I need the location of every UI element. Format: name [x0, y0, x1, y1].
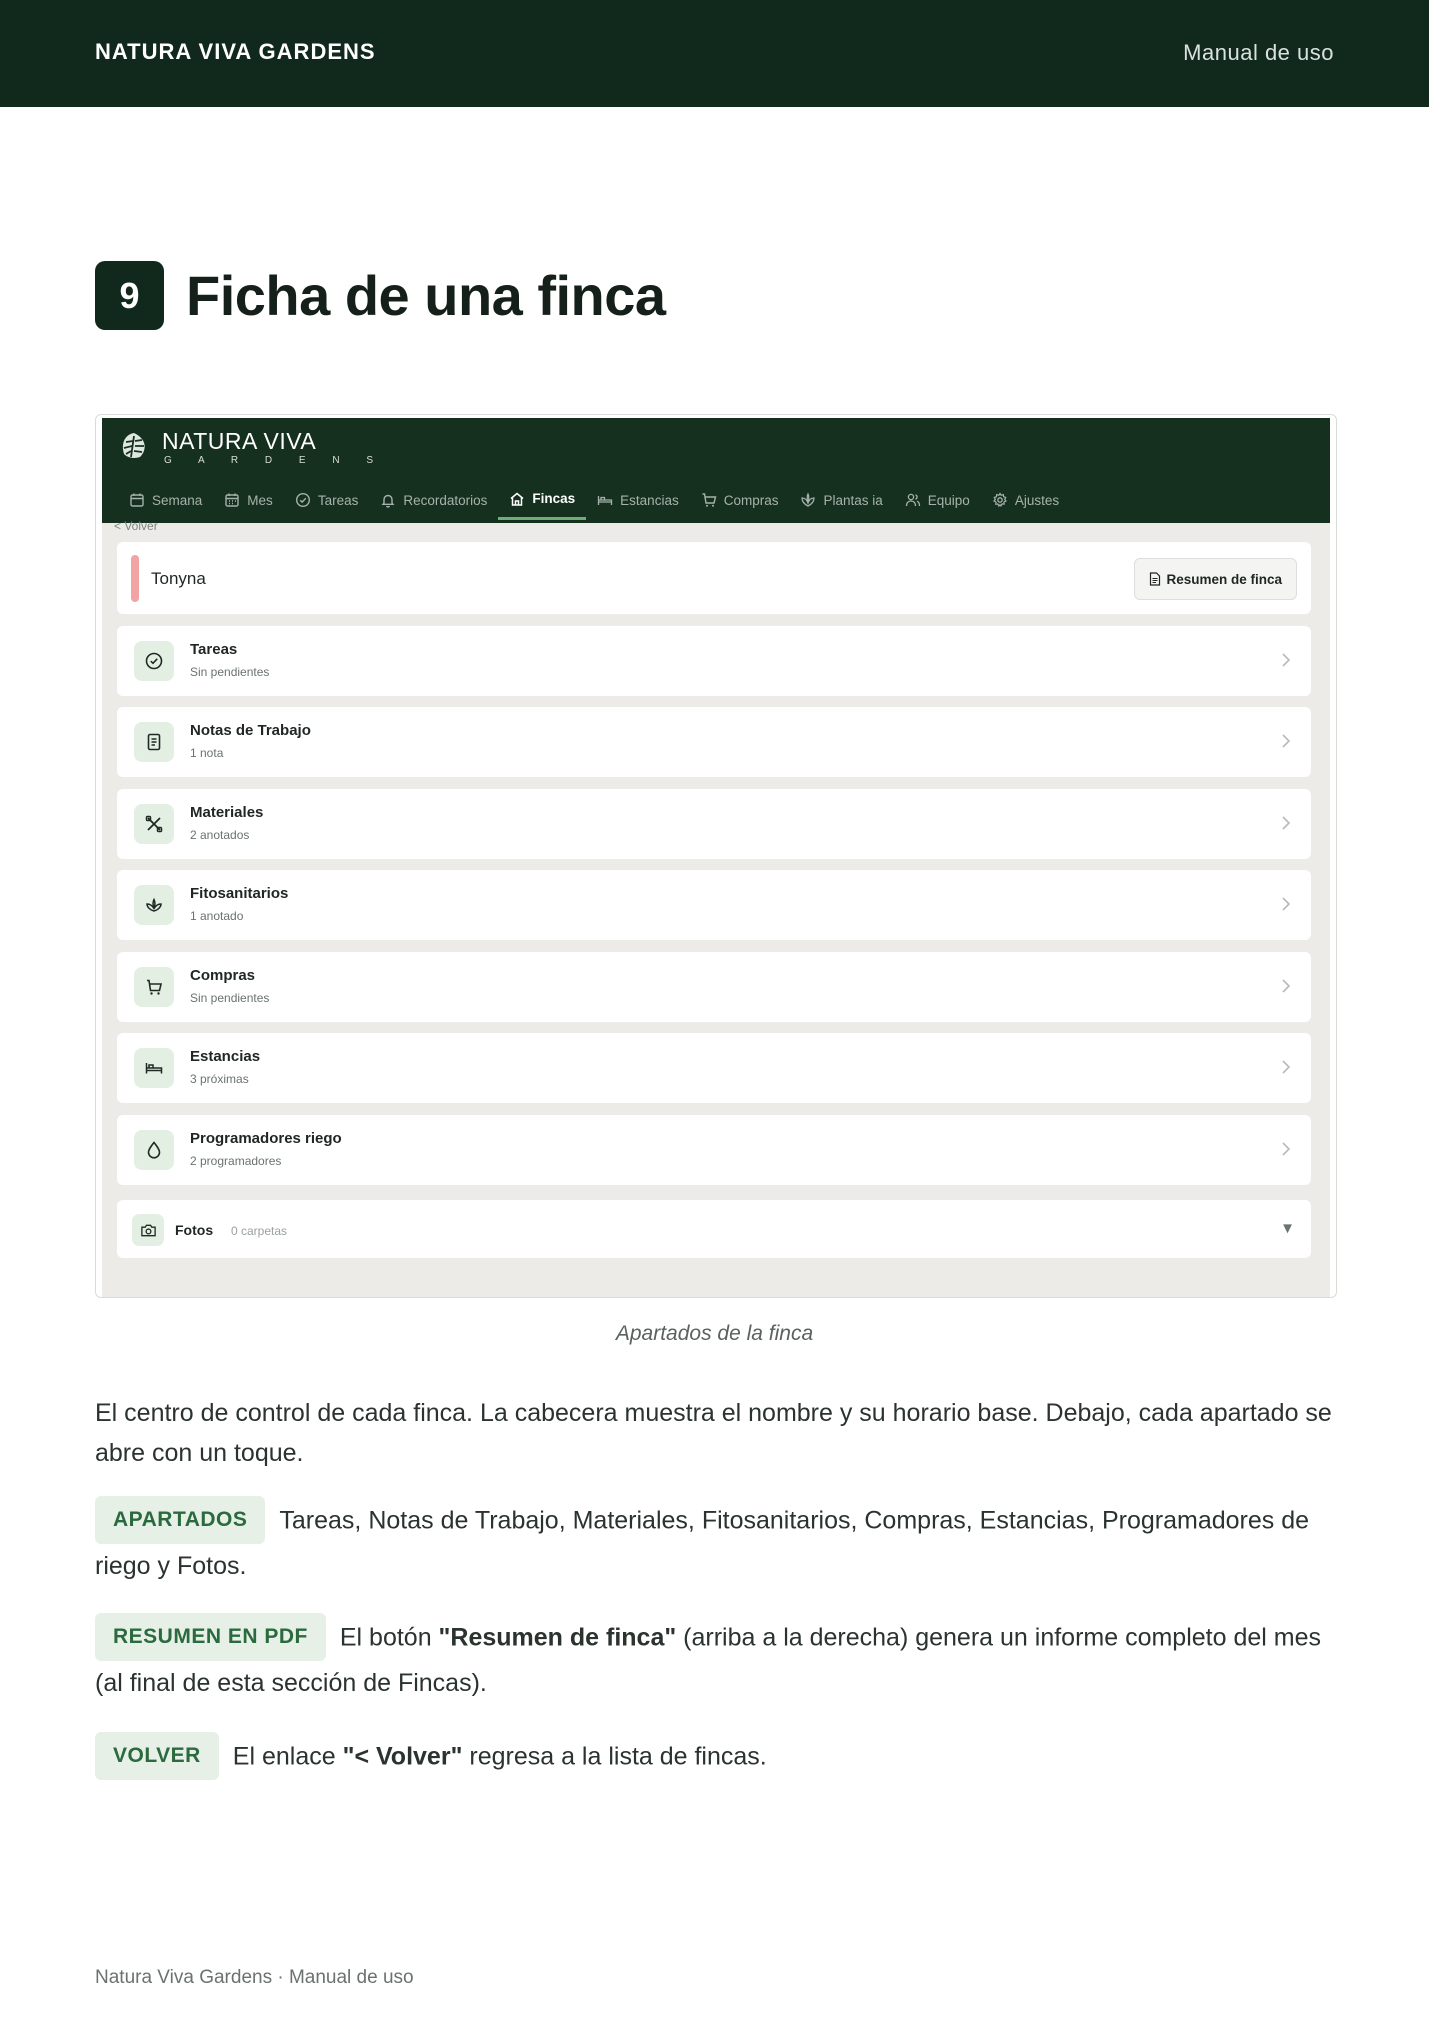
info-item-apartados: [95, 1498, 1335, 1586]
cart-icon: [701, 492, 717, 508]
fotos-section[interactable]: [117, 1200, 1311, 1258]
nav-equipo[interactable]: [894, 480, 981, 520]
row-subtitle: 2 programadores: [190, 1154, 282, 1168]
bed-icon: [144, 1058, 164, 1078]
info-tag: APARTADOS: [95, 1496, 265, 1544]
info-tag: RESUMEN EN PDF: [95, 1613, 326, 1661]
info-text: El botón: [339, 1623, 439, 1652]
farm-name: Tonyna: [151, 569, 206, 588]
nav-plantas-ia[interactable]: [789, 480, 893, 520]
row-title: Fitosanitarios: [190, 885, 289, 902]
app-header: [102, 418, 1330, 523]
row-title: Tareas: [190, 641, 238, 658]
info-text: regresa a la lista de fincas.: [462, 1742, 767, 1771]
info-item-volver: [95, 1734, 1335, 1782]
gear-icon: [992, 492, 1008, 508]
info-text-bold: "Resumen de finca": [438, 1623, 677, 1652]
section-heading: [95, 261, 666, 330]
expand-toggle-icon[interactable]: ▼: [1280, 1220, 1295, 1237]
row-icon-box: [134, 885, 174, 925]
row-icon-box: [134, 641, 174, 681]
nav-label: Plantas ia: [823, 492, 883, 508]
back-link[interactable]: < Volver: [114, 519, 158, 533]
fotos-title: Fotos: [175, 1222, 214, 1238]
summary-button[interactable]: [1134, 558, 1297, 600]
section-row-tareas[interactable]: [117, 626, 1311, 696]
notes-icon: [144, 732, 164, 752]
intro-paragraph: El centro de control de cada finca. La cabecera muestra el nombre y su horario base. Debajo, cada apartado se abre con un toque.: [95, 1399, 1332, 1467]
droplet-icon: [144, 1140, 164, 1160]
chevron-right-icon: [1281, 732, 1291, 750]
nav-estancias[interactable]: [586, 480, 690, 520]
brand-name: NATURA VIVA GARDENS: [95, 39, 376, 64]
info-tag: VOLVER: [95, 1732, 219, 1780]
row-title: Compras: [190, 967, 256, 984]
row-title: Materiales: [190, 804, 264, 821]
row-title: Notas de Trabajo: [190, 722, 311, 739]
fotos-count: 0 carpetas: [231, 1224, 288, 1238]
info-text: (arriba a la derecha) genera un informe completo del mes (al final de esta sección de Fincas).: [95, 1623, 1321, 1697]
app-body: [102, 519, 1330, 1297]
page-title: Ficha de una finca: [186, 264, 666, 327]
app-nav: [118, 480, 1070, 523]
page-footer: Natura Viva Gardens · Manual de uso: [95, 1967, 414, 1988]
nav-label: Fincas: [532, 491, 576, 506]
nav-label: Estancias: [620, 492, 679, 508]
nav-ajustes[interactable]: [981, 480, 1070, 520]
nav-mes[interactable]: [213, 480, 284, 520]
farm-color-bar: [131, 555, 139, 602]
row-title: Programadores riego: [190, 1130, 342, 1147]
section-row-estancias[interactable]: [117, 1033, 1311, 1103]
nav-label: Semana: [152, 492, 203, 508]
nav-label: Compras: [723, 492, 779, 508]
row-subtitle: Sin pendientes: [190, 991, 270, 1005]
manual-label: Manual de uso: [1183, 40, 1334, 65]
info-text-bold: "< Volver": [342, 1742, 463, 1771]
row-subtitle: 3 próximas: [190, 1072, 249, 1086]
leaf-icon: [800, 492, 816, 508]
tools-icon: [144, 814, 164, 834]
section-row-programadores[interactable]: [117, 1115, 1311, 1185]
home-icon: [509, 491, 525, 507]
section-row-fitosanitarios[interactable]: [117, 870, 1311, 940]
row-subtitle: Sin pendientes: [190, 665, 270, 679]
farm-header-card: [117, 542, 1311, 614]
cart-icon: [144, 977, 164, 997]
summary-button-label: Resumen de finca: [1166, 571, 1282, 587]
nav-label: Ajustes: [1014, 492, 1060, 508]
nav-label: Equipo: [927, 492, 970, 508]
row-icon-box: [134, 1130, 174, 1170]
row-subtitle: 1 anotado: [190, 909, 244, 923]
nav-label: Recordatorios: [403, 492, 488, 508]
section-row-materiales[interactable]: [117, 789, 1311, 859]
figure-caption: Apartados de la finca: [615, 1322, 814, 1345]
fotos-icon-box: [132, 1214, 164, 1246]
top-bar: [0, 0, 1429, 107]
nav-semana[interactable]: [118, 480, 213, 520]
row-subtitle: 1 nota: [190, 746, 224, 760]
chevron-right-icon: [1281, 1140, 1291, 1158]
leaf-icon: [144, 895, 164, 915]
calendar-grid-icon: [224, 492, 240, 508]
nav-label: Tareas: [317, 492, 359, 508]
nav-compras[interactable]: [690, 480, 790, 520]
info-text: El enlace: [232, 1742, 343, 1771]
chevron-right-icon: [1281, 977, 1291, 995]
document-icon: [1149, 572, 1161, 586]
chevron-right-icon: [1281, 651, 1291, 669]
check-circle-icon: [295, 492, 311, 508]
users-icon: [905, 492, 921, 508]
section-row-compras[interactable]: [117, 952, 1311, 1022]
leaf-logo-icon: [118, 430, 150, 462]
bell-icon: [380, 492, 396, 508]
row-icon-box: [134, 1048, 174, 1088]
nav-tareas[interactable]: [284, 480, 370, 520]
info-item-resumen: [95, 1615, 1335, 1703]
app-logo-name: NATURA VIVA: [162, 428, 317, 454]
row-icon-box: [134, 804, 174, 844]
section-row-notas[interactable]: [117, 707, 1311, 777]
bed-icon: [597, 492, 613, 508]
nav-recordatorios[interactable]: [369, 480, 498, 520]
check-circle-icon: [144, 651, 164, 671]
row-icon-box: [134, 722, 174, 762]
chevron-right-icon: [1281, 814, 1291, 832]
calendar-icon: [129, 492, 145, 508]
app-screenshot: [95, 414, 1337, 1298]
section-number-badge: 9: [95, 261, 164, 330]
camera-icon: [140, 1222, 157, 1239]
row-title: Estancias: [190, 1048, 261, 1065]
app-logo-subtitle: G A R D E N S: [164, 455, 386, 466]
chevron-right-icon: [1281, 1058, 1291, 1076]
chevron-right-icon: [1281, 895, 1291, 913]
nav-fincas[interactable]: [498, 480, 586, 520]
row-subtitle: 2 anotados: [190, 828, 250, 842]
info-text: Tareas, Notas de Trabajo, Materiales, Fitosanitarios, Compras, Estancias, Programadores de riego y Fotos.: [95, 1506, 1310, 1580]
row-icon-box: [134, 967, 174, 1007]
nav-label: Mes: [247, 492, 273, 508]
